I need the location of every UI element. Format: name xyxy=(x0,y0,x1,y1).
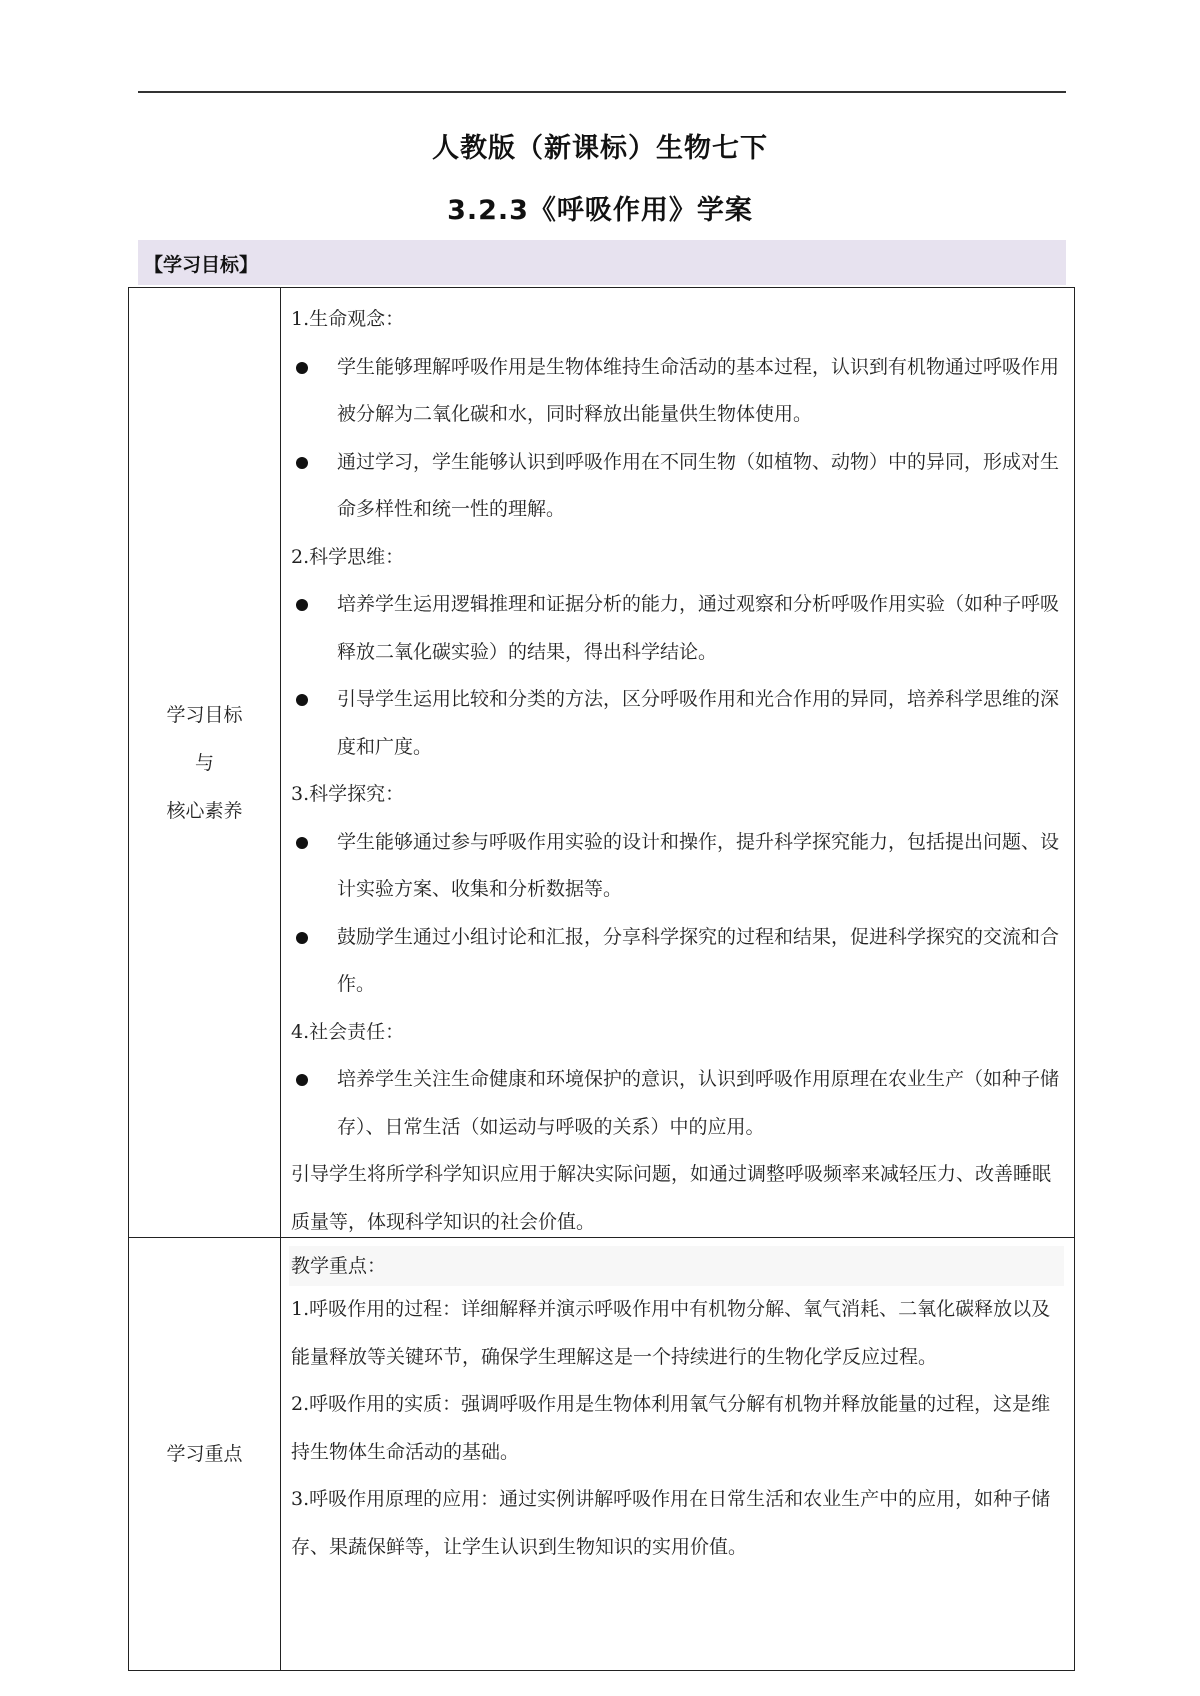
row-label-goals xyxy=(129,288,281,1237)
goal-bullet-item: 培养学生运用逻辑推理和证据分析的能力，通过观察和分析呼吸作用实验（如种子呼吸释放二氧化碳实验）的结果，得出科学结论。 xyxy=(291,581,1064,676)
focus-item: 2.呼吸作用的实质：强调呼吸作用是生物体利用氧气分解有机物并释放能量的过程，这是维持生物体生命活动的基础。 xyxy=(291,1393,1051,1463)
focus-item: 1.呼吸作用的过程：详细解释并演示呼吸作用中有机物分解、氧气消耗、二氧化碳释放以及能量释放等关键环节，确保学生理解这是一个持续进行的生物化学反应过程。 xyxy=(291,1298,1051,1368)
goal-heading: 3.科学探究： xyxy=(291,783,405,805)
objectives-table xyxy=(128,287,1075,1671)
header-rule xyxy=(138,91,1066,93)
goal-heading: 2.科学思维： xyxy=(291,545,405,568)
goal-bullet-item: 学生能够理解呼吸作用是生物体维持生命活动的基本过程，认识到有机物通过呼吸作用被分解为二氧化碳和水，同时释放出能量供生物体使用。 xyxy=(291,344,1064,439)
focus-heading: 教学重点： xyxy=(289,1246,1064,1286)
goal-bullet-item: 通过学习，学生能够认识到呼吸作用在不同生物（如植物、动物）中的异同，形成对生命多样性和统一性的理解。 xyxy=(291,439,1064,534)
focus-content xyxy=(281,1238,1074,1670)
row-label-line: 与 xyxy=(194,751,214,774)
goal-bullet-item: 学生能够通过参与呼吸作用实验的设计和操作，提升科学探究能力，包括提出问题、设计实验方案、收集和分析数据等。 xyxy=(291,819,1064,914)
goal-bullet-item: 培养学生关注生命健康和环境保护的意识，认识到呼吸作用原理在农业生产（如种子储存）、日常生活（如运动与呼吸的关系）中的应用。 xyxy=(291,1056,1064,1151)
row-label-line: 核心素养 xyxy=(166,799,243,822)
focus-item: 3.呼吸作用原理的应用：通过实例讲解呼吸作用在日常生活和农业生产中的应用，如种子储存、果蔬保鲜等，让学生认识到生物知识的实用价值。 xyxy=(291,1488,1051,1558)
document-subtitle: 3.2.3《呼吸作用》学案 xyxy=(447,195,753,226)
goal-bullet-item: 引导学生运用比较和分类的方法，区分呼吸作用和光合作用的异同，培养科学思维的深度和广度。 xyxy=(291,676,1064,771)
goal-paragraph: 引导学生将所学科学知识应用于解决实际问题，如通过调整呼吸频率来减轻压力、改善睡眠质量等，体现科学知识的社会价值。 xyxy=(291,1163,1052,1233)
row-label-focus xyxy=(129,1238,281,1670)
table-row-focus xyxy=(129,1237,1074,1670)
goals-content xyxy=(281,288,1074,1237)
goal-heading: 1.生命观念： xyxy=(291,308,405,330)
section-header-bar xyxy=(138,240,1066,285)
section-label: 【学习目标】 xyxy=(144,254,259,276)
row-label-line: 学习重点 xyxy=(166,1443,243,1465)
goal-bullet-item: 鼓励学生通过小组讨论和汇报，分享科学探究的过程和结果，促进科学探究的交流和合作。 xyxy=(291,914,1064,1009)
document-title: 人教版（新课标）生物七下 xyxy=(432,133,768,164)
goal-heading: 4.社会责任： xyxy=(291,1020,405,1043)
table-row-goals xyxy=(129,288,1074,1237)
row-label-line: 学习目标 xyxy=(166,703,243,726)
